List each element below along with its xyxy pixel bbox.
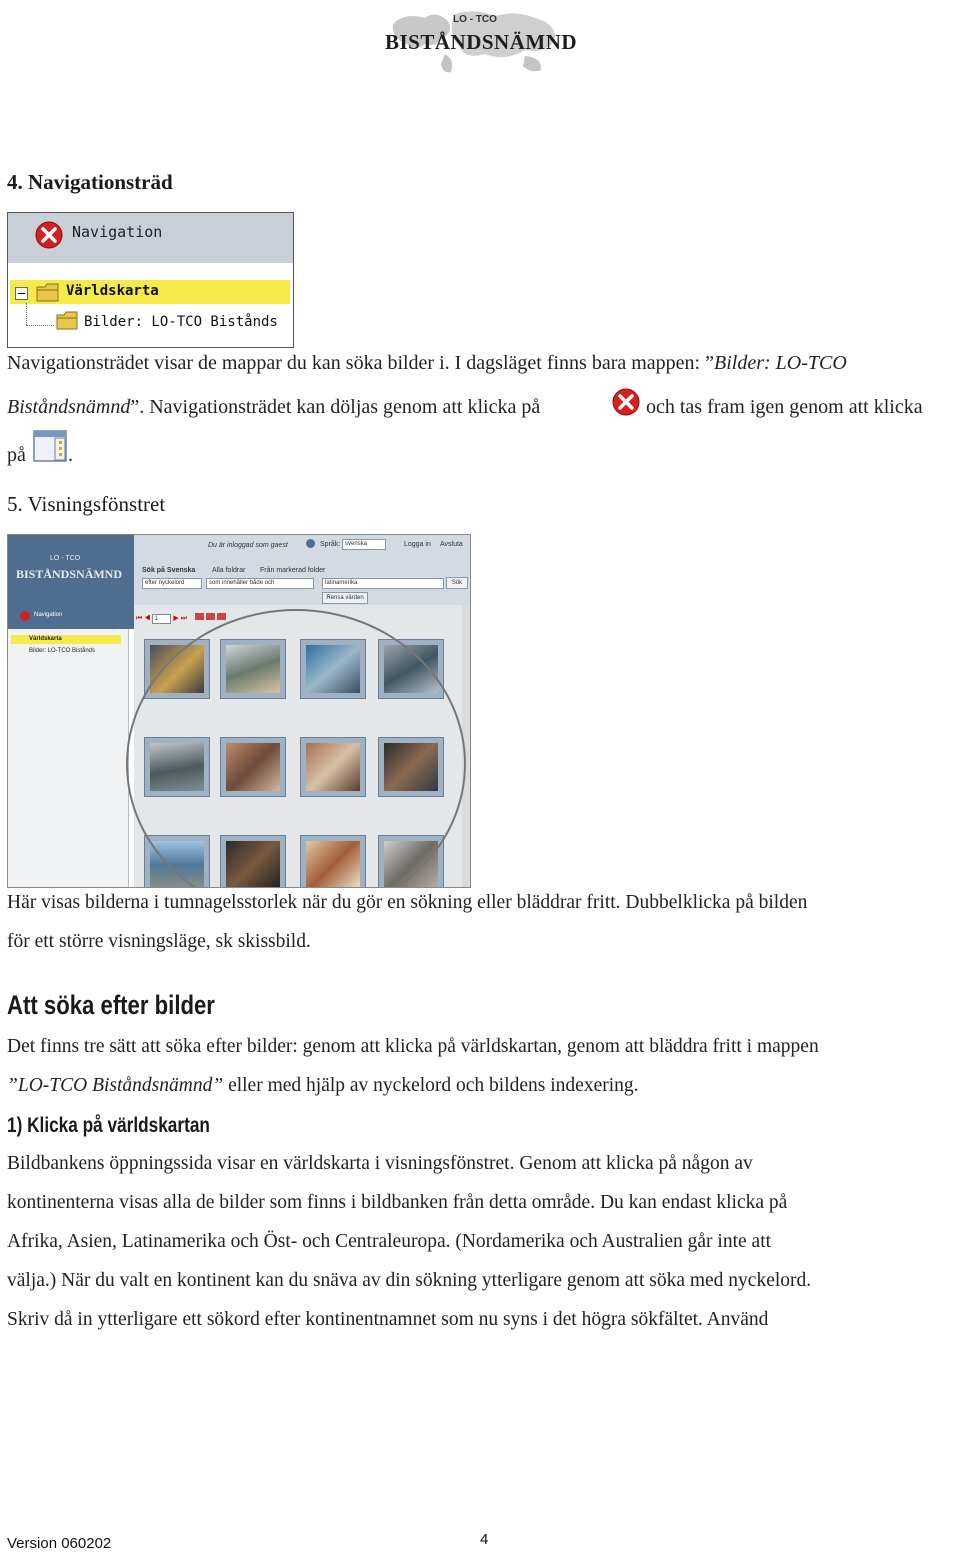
- view-mode-icon[interactable]: [217, 613, 226, 620]
- subheading-click-world-map: 1) Klicka på världskartan: [7, 1114, 210, 1137]
- body-line: Bildbankens öppningssida visar en världskarta i visningsfönstret. Genom att klicka på någon av: [7, 1153, 753, 1174]
- section-heading-viewer: 5. Visningsfönstret: [7, 492, 166, 516]
- tree-child-label[interactable]: Bilder: LO-TCO Bistånds: [29, 648, 96, 654]
- paragraph-text: Navigationsträdet visar de mappar du kan söka bilder i. I dagsläget finns bara mappen: ”: [7, 352, 714, 374]
- search-input[interactable]: latinamerika: [322, 578, 444, 589]
- navigation-header: [8, 213, 293, 263]
- navigation-title: Navigation: [72, 223, 163, 241]
- viewer-logo-main: BISTÅNDSNÄMND: [16, 567, 123, 581]
- search-panel: [134, 535, 470, 605]
- page-input[interactable]: 1: [152, 614, 171, 624]
- logged-in-text: Du är inloggad som gaest: [208, 542, 288, 549]
- last-page-icon[interactable]: ⏭: [180, 615, 188, 622]
- caption-line: för ett större visningsläge, sk skissbild.: [7, 931, 311, 952]
- close-icon: [35, 221, 63, 249]
- close-icon[interactable]: [20, 611, 30, 621]
- field-operator-select[interactable]: som innehåller både och: [206, 578, 314, 589]
- search-button[interactable]: Sök: [446, 577, 468, 589]
- italic-folder-name: ”LO-TCO Biståndsnämnd”: [7, 1075, 224, 1096]
- logo-main-text: BISTÅNDSNÄMND: [385, 30, 578, 54]
- italic-folder-name: Biståndsnämnd: [7, 396, 131, 418]
- radio-marked-folder[interactable]: Från markerad folder: [260, 567, 326, 574]
- viewer-logo-top: LO - TCO: [50, 555, 81, 562]
- tree-child-label: Bilder: LO-TCO Bistånds: [84, 314, 278, 330]
- navigation-title: Navigation: [34, 612, 63, 618]
- view-mode-icon[interactable]: [206, 613, 215, 620]
- caption-line: Här visas bilderna i tumnagelsstorlek när du gör en sökning eller bläddrar fritt. Dubbelklicka på bilden: [7, 892, 808, 913]
- language-select[interactable]: svenska: [342, 539, 386, 550]
- body-line: välja.) När du valt en kontinent kan du snäva av din sökning ytterligare genom att söka med nyckelord.: [7, 1270, 812, 1291]
- tree-root-label[interactable]: Världskarta: [11, 635, 121, 644]
- paragraph-line: [7, 388, 540, 427]
- view-mode-icon[interactable]: [195, 613, 204, 620]
- pager: [136, 613, 226, 624]
- heading-search-images: Att söka efter bilder: [7, 990, 215, 1020]
- footer-page-number: 4: [480, 1531, 489, 1548]
- language-label: Språk:: [320, 541, 341, 548]
- close-icon: [611, 388, 641, 416]
- tree-item-root: [10, 280, 290, 304]
- logo: [385, 4, 578, 76]
- paragraph-text: eller med hjälp av nyckelord och bildens indexering.: [223, 1075, 639, 1096]
- clear-button[interactable]: Rensa värden: [322, 592, 368, 604]
- info-icon: [306, 539, 315, 548]
- field-keyword-select[interactable]: efter nyckelord: [142, 578, 202, 589]
- navigation-bar: [8, 605, 134, 629]
- paragraph-text: på: [7, 444, 26, 466]
- quit-link[interactable]: Avsluta: [440, 541, 463, 548]
- tree-line: [26, 303, 28, 325]
- tree-root-label: Världskarta: [66, 283, 159, 299]
- intro-line: [7, 1066, 639, 1105]
- paragraph-line: [7, 344, 847, 383]
- navigation-screenshot: [7, 212, 294, 348]
- next-page-icon[interactable]: ▶: [173, 615, 179, 622]
- logo-top-text: LO - TCO: [453, 14, 497, 25]
- folder-icon: [36, 283, 60, 302]
- navigation-tree: [8, 263, 293, 347]
- paragraph-text: ”. Navigationsträdet kan döljas genom att klicka på: [130, 396, 541, 418]
- body-line: kontinenterna visas alla de bilder som finns i bildbanken från detta område. Du kan endast klicka på: [7, 1192, 788, 1213]
- first-page-icon[interactable]: ⏮: [136, 615, 143, 622]
- collapse-icon: [15, 287, 28, 300]
- footer-version: Version 060202: [7, 1535, 112, 1552]
- body-line: Afrika, Asien, Latinamerika och Öst- och Centraleuropa. (Nordamerika och Australien går inte att: [7, 1231, 772, 1252]
- paragraph-text: .: [68, 444, 73, 466]
- tree-line: [26, 325, 54, 327]
- italic-folder-name: Bilder: LO-TCO: [714, 352, 847, 374]
- section-heading-navigation-tree: 4. Navigationsträd: [7, 170, 173, 194]
- prev-page-icon[interactable]: ◀: [144, 615, 151, 622]
- radio-all-folders[interactable]: Alla foldrar: [212, 567, 246, 574]
- viewer-screenshot: [7, 534, 471, 888]
- login-link[interactable]: Logga in: [404, 541, 431, 548]
- search-label: Sök på Svenska: [142, 567, 196, 574]
- intro-line: Det finns tre sätt att söka efter bilder: genom att klicka på världskartan, genom att bläddra fritt i mappen: [7, 1036, 819, 1057]
- paragraph-text: och tas fram igen genom att klicka: [646, 396, 923, 418]
- body-line: Skriv då in ytterligare ett sökord efter kontinentnamnet som nu syns i det högra sökfältet. Använd: [7, 1309, 769, 1330]
- show-navigation-icon: [33, 430, 67, 462]
- folder-icon: [56, 311, 78, 330]
